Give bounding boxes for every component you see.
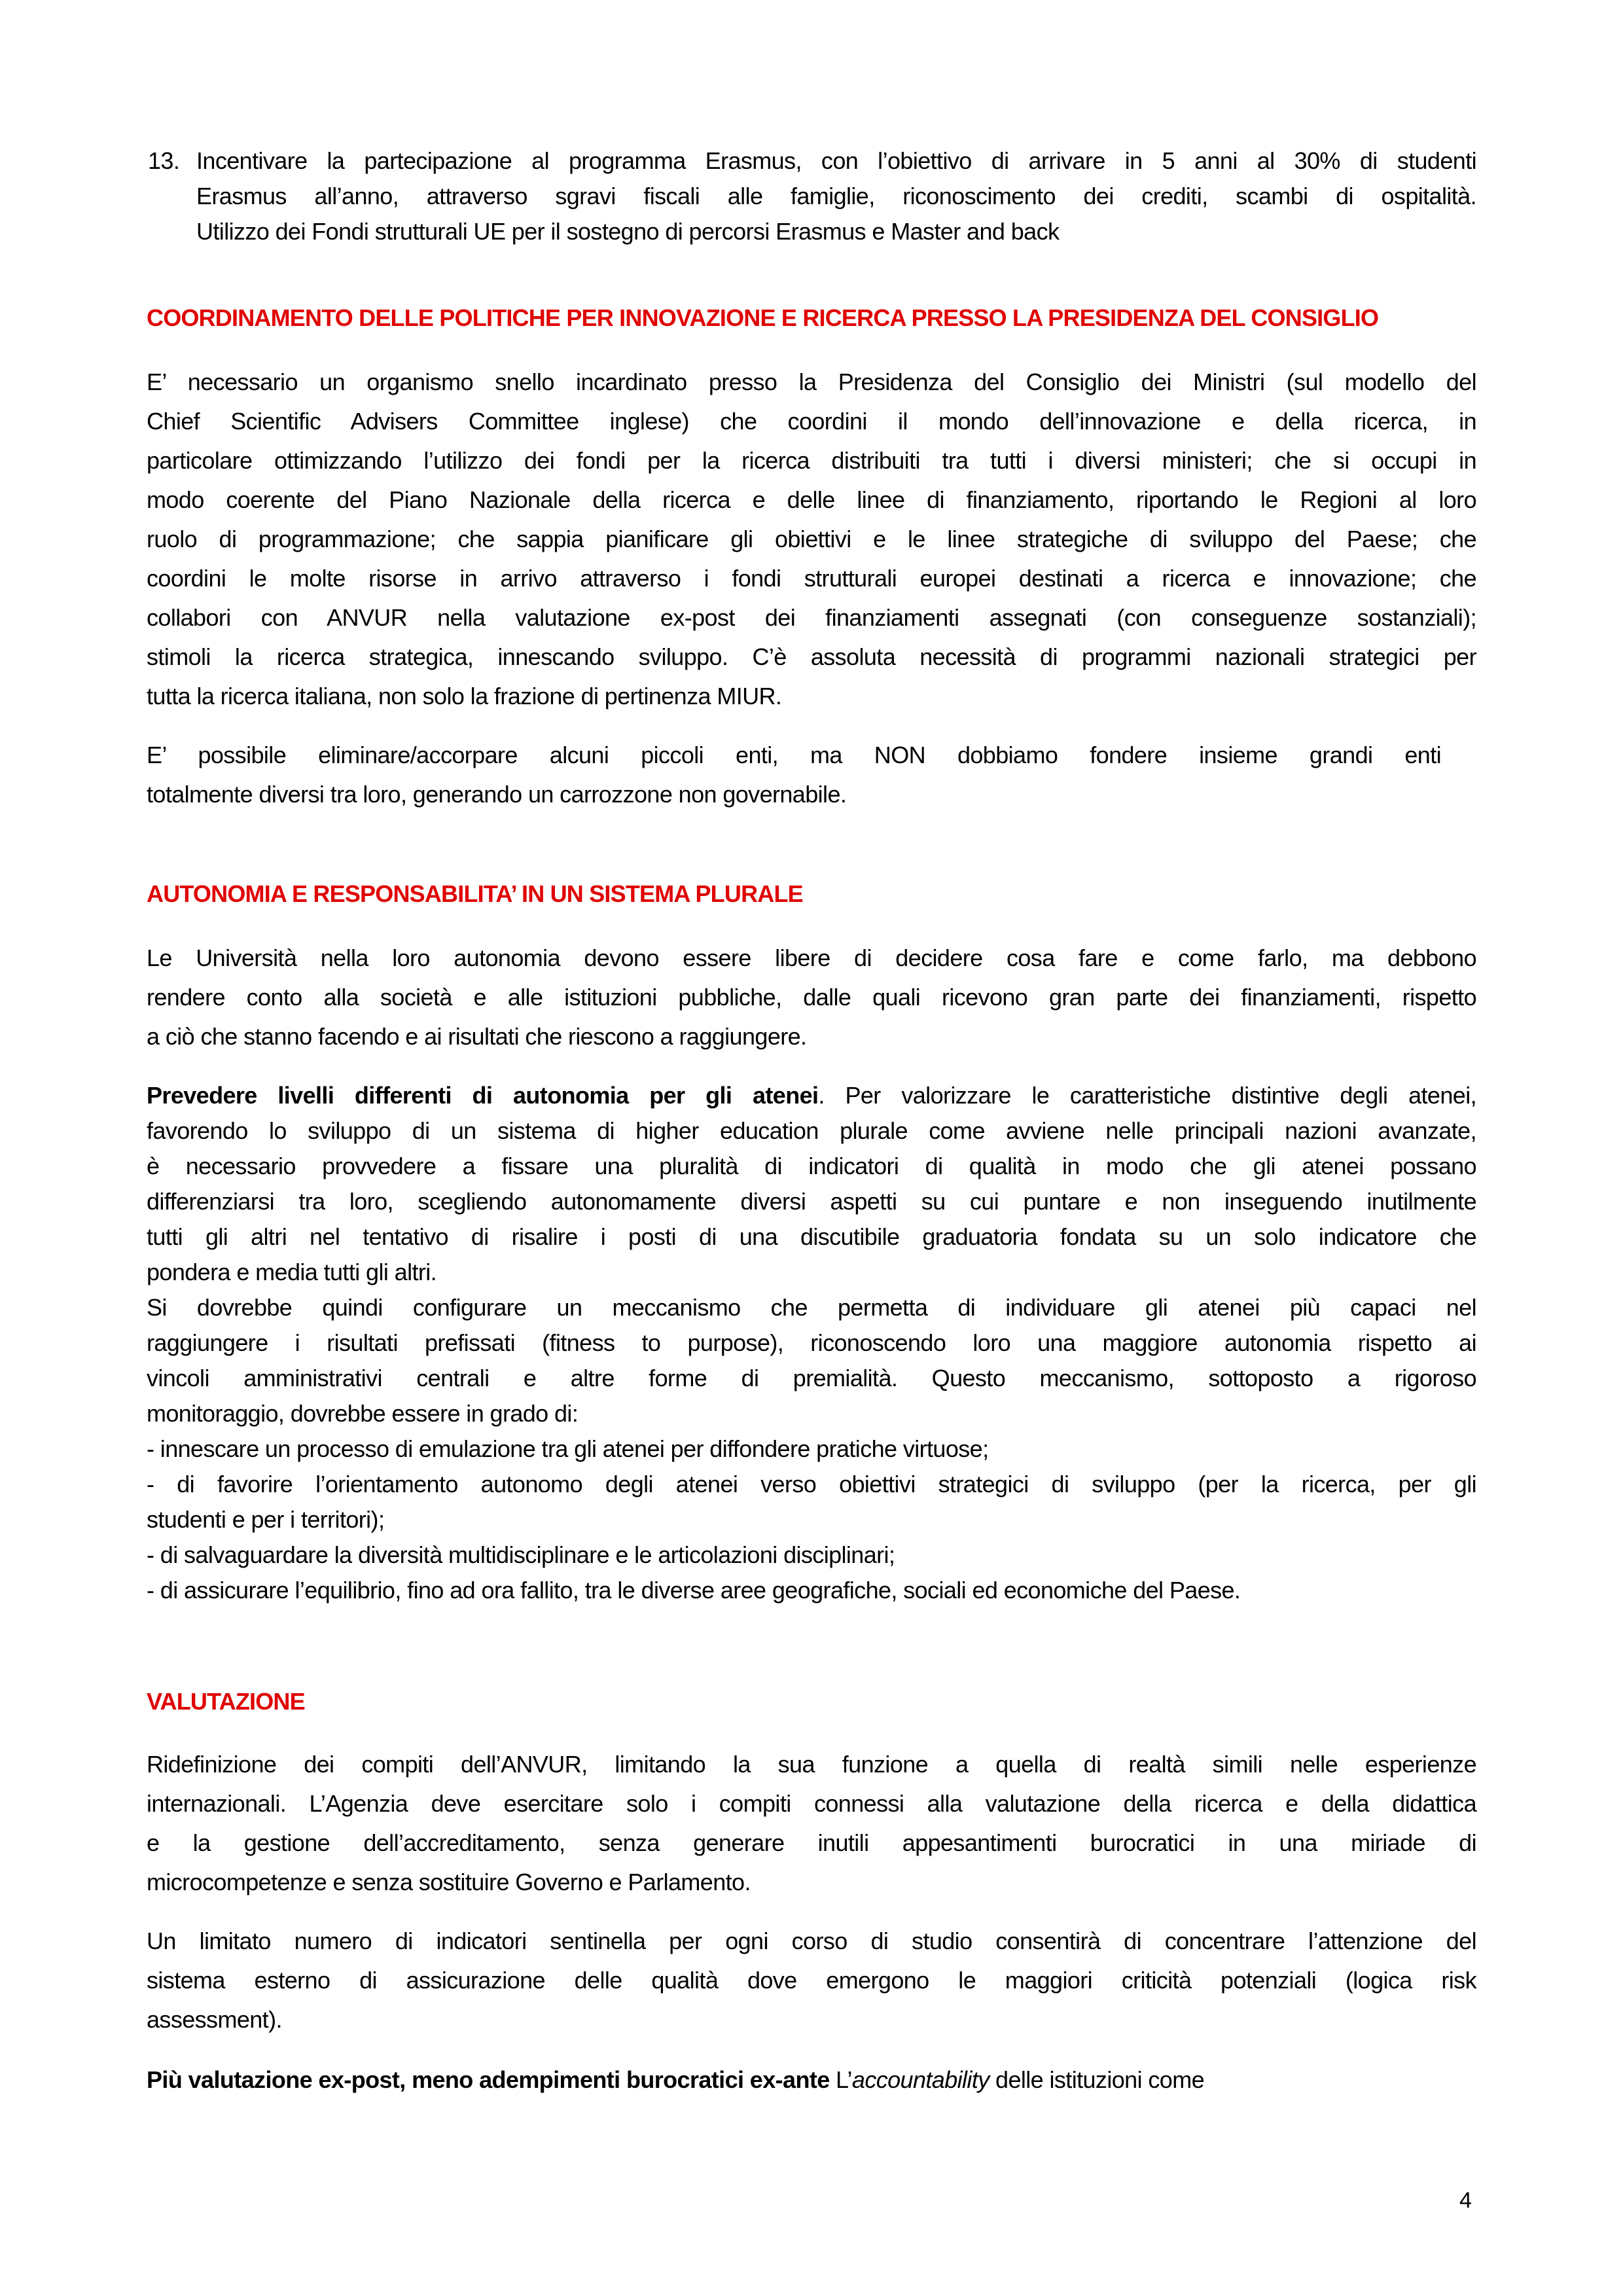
section-heading-autonomia: AUTONOMIA E RESPONSABILITA’ IN UN SISTEMA PLURALE bbox=[147, 880, 803, 907]
paragraph-line: differenziarsi tra loro, scegliendo autonomamente diversi aspetti su cui puntare e non inseguendo inutilmente bbox=[147, 1188, 1476, 1215]
paragraph-line: totalmente diversi tra loro, generando un carrozzone non governabile. bbox=[147, 781, 847, 808]
list-item-line: Utilizzo dei Fondi strutturali UE per il sostegno di percorsi Erasmus e Master and back bbox=[196, 218, 1060, 245]
paragraph-line: Le Università nella loro autonomia devono essere libere di decidere cosa fare e come farlo, ma debbono bbox=[147, 944, 1476, 971]
paragraph-line: sistema esterno di assicurazione delle qualità dove emergono le maggiori criticità potenziali (logica risk bbox=[147, 1967, 1476, 1994]
list-number: 13. bbox=[148, 147, 180, 174]
list-item-line: Erasmus all’anno, attraverso sgravi fiscali alle famiglie, riconoscimento dei crediti, scambi di ospitalità. bbox=[196, 183, 1476, 209]
paragraph-line: Chief Scientific Advisers Committee inglese) che coordini il mondo dell’innovazione e della ricerca, in bbox=[147, 408, 1476, 435]
paragraph-line: favorendo lo sviluppo di un sistema di higher education plurale come avviene nelle principali nazioni avanzate, bbox=[147, 1117, 1476, 1144]
paragraph-line: ruolo di programmazione; che sappia pianificare gli obiettivi e le linee strategiche di sviluppo del Paese; che bbox=[147, 526, 1476, 552]
paragraph-line: particolare ottimizzando l’utilizzo dei fondi per la ricerca distribuiti tra tutti i diversi ministeri; che si occupi in bbox=[147, 447, 1476, 474]
italic-term: accountability bbox=[851, 2066, 990, 2093]
paragraph-line: Ridefinizione dei compiti dell’ANVUR, limitando la sua funzione a quella di realtà simili nelle esperienze bbox=[147, 1751, 1476, 1778]
list-item-line: Incentivare la partecipazione al programma Erasmus, con l’obiettivo di arrivare in 5 anni al 30% di studenti bbox=[196, 147, 1476, 174]
paragraph-line: tutti gli altri nel tentativo di risalire i posti di una discutibile graduatoria fondata su un solo indicatore che bbox=[147, 1223, 1476, 1250]
rest-text: delle istituzioni come bbox=[989, 2066, 1204, 2093]
paragraph-line: E’ possibile eliminare/accorpare alcuni piccoli enti, ma NON dobbiamo fondere insieme grandi enti bbox=[147, 742, 1441, 768]
bullet-line: - di assicurare l’equilibrio, fino ad ora fallito, tra le diverse aree geografiche, sociali ed economiche del Paese. bbox=[147, 1577, 1241, 1604]
paragraph-line: raggiungere i risultati prefissati (fitness to purpose), riconoscendo loro una maggiore autonomia rispetto ai bbox=[147, 1329, 1476, 1356]
paragraph-line: internazionali. L’Agenzia deve esercitare solo i compiti connessi alla valutazione della ricerca e della didattica bbox=[147, 1790, 1476, 1817]
paragraph-line: monitoraggio, dovrebbe essere in grado di: bbox=[147, 1400, 579, 1427]
paragraph-line: vincoli amministrativi centrali e altre forme di premialità. Questo meccanismo, sottoposto a rigoroso bbox=[147, 1365, 1476, 1391]
bullet-line: studenti e per i territori); bbox=[147, 1506, 385, 1533]
paragraph-line: collabori con ANVUR nella valutazione ex-post dei finanziamenti assegnati (con conseguenze sostanziali); bbox=[147, 604, 1476, 631]
bullet-line: - innescare un processo di emulazione tra gli atenei per diffondere pratiche virtuose; bbox=[147, 1435, 989, 1462]
paragraph-line: a ciò che stanno facendo e ai risultati che riescono a raggiungere. bbox=[147, 1023, 807, 1050]
paragraph-line: e la gestione dell’accreditamento, senza generare inutili appesantimenti burocratici in una miriade di bbox=[147, 1829, 1476, 1856]
paragraph-line: E’ necessario un organismo snello incardinato presso la Presidenza del Consiglio dei Ministri (sul modello del bbox=[147, 368, 1476, 395]
paragraph-line: Si dovrebbe quindi configurare un meccanismo che permetta di individuare gli atenei più capaci nel bbox=[147, 1294, 1476, 1321]
section-heading-valutazione: VALUTAZIONE bbox=[147, 1688, 305, 1715]
paragraph-line: tutta la ricerca italiana, non solo la frazione di pertinenza MIUR. bbox=[147, 683, 782, 709]
prefix-text: L’ bbox=[829, 2066, 852, 2093]
paragraph-line: pondera e media tutti gli altri. bbox=[147, 1259, 437, 1285]
paragraph-line: coordini le molte risorse in arrivo attraverso i fondi strutturali europei destinati a ricerca e innovazione; che bbox=[147, 565, 1476, 592]
bold-lead-text: Prevedere livelli differenti di autonomia per gli atenei bbox=[147, 1082, 819, 1109]
paragraph-line: rendere conto alla società e alle istituzioni pubbliche, dalle quali ricevono gran parte dei finanziamenti, rispetto bbox=[147, 984, 1476, 1011]
paragraph-line-lead bbox=[147, 2067, 1476, 2093]
paragraph-line-lead bbox=[147, 1083, 1476, 1109]
lead-rest-text: . Per valorizzare le caratteristiche distintive degli atenei, bbox=[818, 1082, 1476, 1109]
section-heading-coordinamento: COORDINAMENTO DELLE POLITICHE PER INNOVAZIONE E RICERCA PRESSO LA PRESIDENZA DEL CONSIGLIO bbox=[147, 304, 1379, 331]
bullet-line: - di salvaguardare la diversità multidisciplinare e le articolazioni disciplinari; bbox=[147, 1541, 895, 1568]
paragraph-line: è necessario provvedere a fissare una pluralità di indicatori di qualità in modo che gli atenei possano bbox=[147, 1153, 1476, 1179]
bold-lead-text: Più valutazione ex-post, meno adempimenti burocratici ex-ante bbox=[147, 2066, 830, 2093]
paragraph-line: modo coerente del Piano Nazionale della ricerca e delle linee di finanziamento, riportando le Regioni al loro bbox=[147, 486, 1476, 513]
paragraph-line: Un limitato numero di indicatori sentinella per ogni corso di studio consentirà di concentrare l’attenzione del bbox=[147, 1928, 1476, 1954]
bullet-line: - di favorire l’orientamento autonomo degli atenei verso obiettivi strategici di sviluppo (per la ricerca, per gli bbox=[147, 1471, 1476, 1498]
paragraph-line: assessment). bbox=[147, 2006, 282, 2033]
paragraph-line: stimoli la ricerca strategica, innescando sviluppo. C’è assoluta necessità di programmi nazionali strategici per bbox=[147, 643, 1476, 670]
page-number: 4 bbox=[1459, 2188, 1472, 2213]
paragraph-line: microcompetenze e senza sostituire Governo e Parlamento. bbox=[147, 1869, 751, 1895]
